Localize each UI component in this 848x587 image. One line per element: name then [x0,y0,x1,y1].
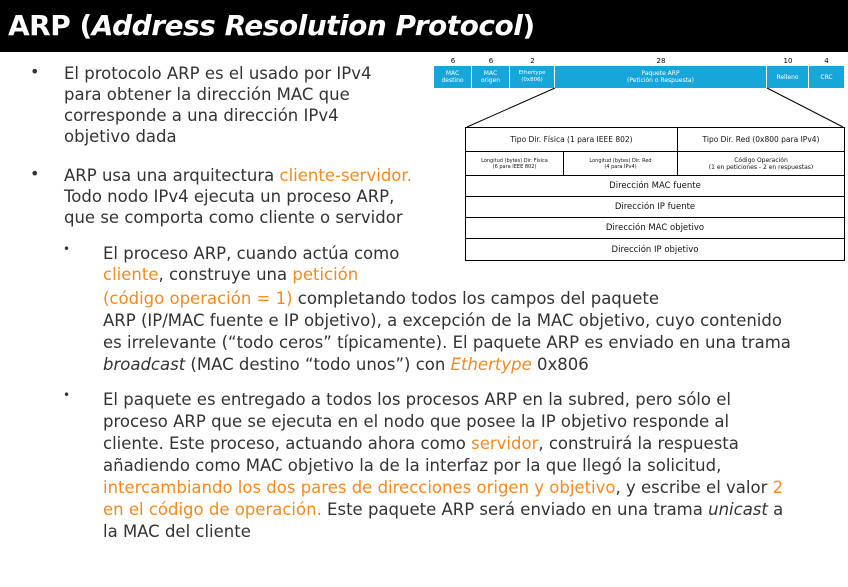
slide-title: ARP (Address Resolution Protocol) [8,9,535,42]
table-row [466,176,844,197]
table-cell: Dirección IP objetivo [611,244,699,255]
frame-field-mac-origen: MAC origen [472,66,510,88]
sub-2-line-1: El paquete es entregado a todos los procesos ARP en la subred, pero sólo el [103,390,731,409]
sub-bullet-dot: • [63,388,71,402]
table-row [466,218,844,239]
bullet-dot: • [30,62,40,81]
table-cell: Dirección IP fuente [614,202,696,212]
frame-field-mac-destino: MAC destino [434,66,472,88]
frame-size-label: 10 [783,57,793,65]
table-row [466,128,844,152]
table-cell: Dirección MAC fuente [609,181,701,191]
sub-2-line-7: la MAC del cliente [103,522,251,541]
sub-1-line-1: El proceso ARP, cuando actúa como [103,244,400,263]
sub-2-line-3: cliente. Este proceso, actuando ahora como servidor, construirá la respuesta [103,434,739,453]
frame-size-label: 4 [824,57,829,65]
table-cell: Dirección MAC objetivo [605,223,705,233]
table-row [466,152,844,176]
frame-field-arp-packet: Paquete ARP (Petición o Respuesta) [555,66,767,88]
sub-1-line-3: (código operación = 1) completando todos los campos del paquete [103,289,660,308]
sub-1-line-4: ARP (IP/MAC fuente e IP objetivo), a excepción de la MAC objetivo, cuyo contenido [103,311,782,330]
frame-field-crc: CRC [809,66,844,88]
frame-field-relleno: Relleno [767,66,809,88]
bullet-1-line-3: corresponde a una dirección IPv4 [64,106,339,125]
table-row [466,197,844,218]
table-cell: Código Operación (1 en peticiones - 2 en respuestas) [708,156,814,171]
sub-2-line-5: intercambiando los dos pares de direcciones origen y objetivo, y escribe el valor 2 [103,478,784,497]
frame-size-label: 6 [488,57,494,65]
bullet-1-line-1: El protocolo ARP es el usado por IPv4 [64,64,372,83]
bullet-2-line-2: Todo nodo IPv4 ejecuta un proceso ARP, [64,187,395,206]
frame-size-label: 2 [530,57,535,65]
sub-1-line-5: es irrelevante (“todo ceros” típicamente). El paquete ARP es enviado en una trama [103,333,791,352]
bullet-1-line-4: objetivo dada [64,127,177,146]
table-cell: Longitud (bytes) Dir. Física (6 para IEEE 802) [466,152,564,175]
arp-packet-table [465,127,845,261]
sub-1-line-2: cliente, construye una petición [103,265,359,284]
sub-2-line-6: en el código de operación. Este paquete ARP será enviado en una trama unicast a [103,500,784,519]
bullet-2-line-1: ARP usa una arquitectura cliente-servidor. [64,166,412,185]
bullet-dot: • [30,164,40,183]
frame-field-ethertype: Ethertype (0x806) [510,66,555,88]
sub-1-line-6: broadcast (MAC destino “todo unos”) con Ethertype 0x806 [103,355,589,374]
sub-2-line-4: añadiendo como MAC objetivo la de la interfaz por la que llegó la solicitud, [103,456,722,475]
sub-bullet-dot: • [63,242,71,256]
bullet-1-line-2: para obtener la dirección MAC que [64,85,350,104]
frame-size-label: 6 [450,57,456,65]
bullet-2-line-3: que se comporta como cliente o servidor [64,208,403,227]
sub-2-line-2: proceso ARP que se ejecuta en el nodo que posee la IP objetivo responde al [103,412,730,431]
table-cell: Tipo Dir. Física (1 para IEEE 802) [466,128,678,151]
table-cell: Tipo Dir. Red (0x800 para IPv4) [702,135,820,144]
frame-size-label: 28 [656,57,666,65]
table-row [466,239,844,260]
table-cell: Longitud (bytes) Dir. Red (4 para IPv4) [564,152,678,175]
